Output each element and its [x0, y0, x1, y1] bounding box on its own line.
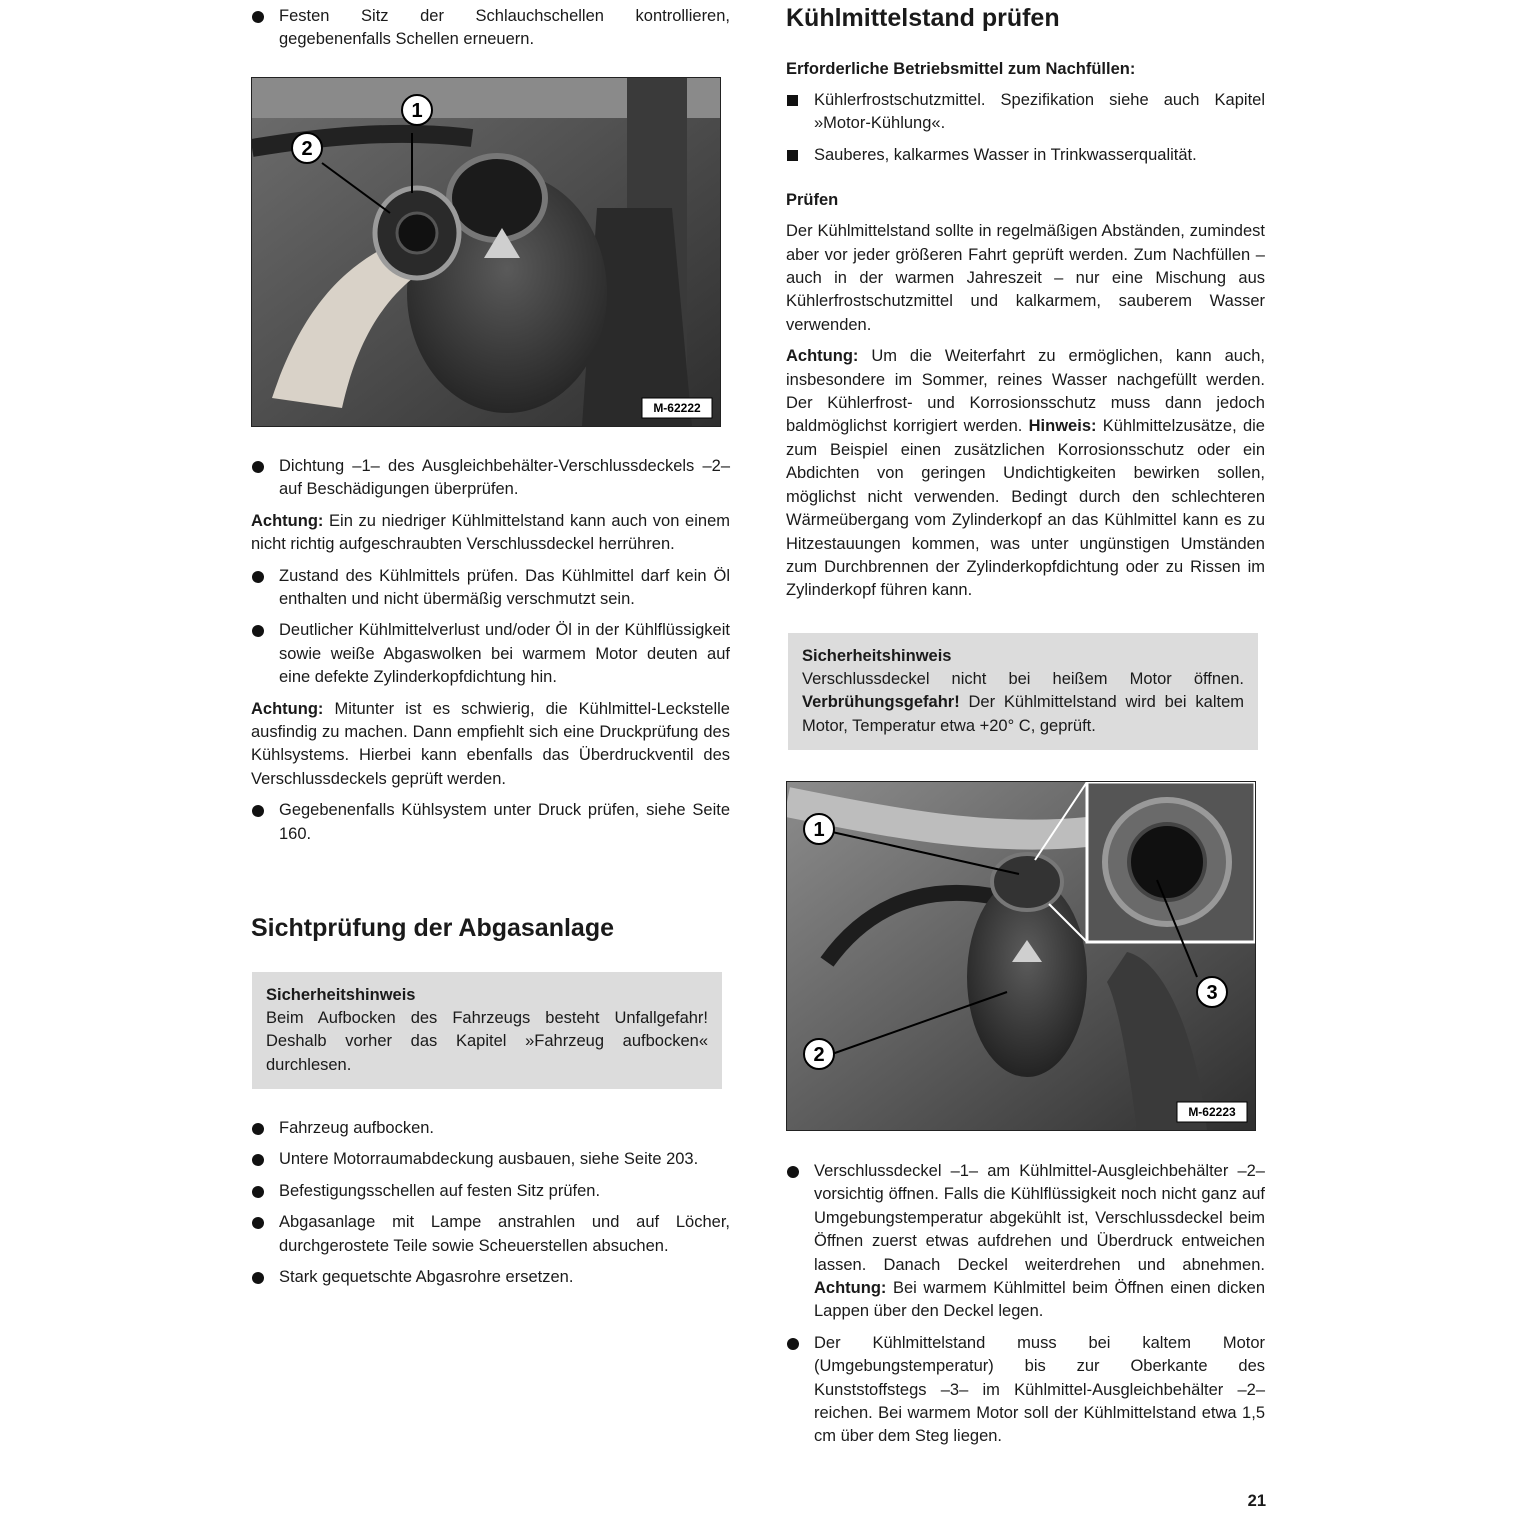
bullet-coolant-condition: Zustand des Kühlmittels prüfen. Das Kühlmittel darf kein Öl enthalten und nicht übermäßig verschmutzt sein. [251, 565, 730, 612]
left-body-upper [251, 455, 730, 846]
bullet-level-mark: Der Kühlmittelstand muss bei kaltem Motor (Umgebungstemperatur) bis zur Oberkante des Kunststoffstegs –3– im Kühlmittel-Ausgleichbehälter –2– reichen. Bei warmem Motor soll der Kühlmittelstand etwa 1,5 cm über dem Steg liegen. [786, 1332, 1265, 1449]
supply-item: Kühlerfrostschutzmittel. Spezifikation siehe auch Kapitel »Motor-Kühlung«. [786, 89, 1265, 136]
safety-note-title: Sicherheitshinweis [266, 986, 416, 1004]
safety-note-title: Sicherheitshinweis [802, 647, 952, 665]
subheading-check: Prüfen [786, 191, 839, 210]
step-item: Stark gequetschte Abgasrohre ersetzen. [251, 1266, 730, 1289]
warning-leak-search: Achtung: Mitunter ist es schwierig, die Kühlmittel-Leckstelle ausfindig zu machen. Dann empfiehlt sich eine Druckprüfung des Kühlsystems. Hierbei kann ebenfalls das Überdruckventil des Verschlussdeckels geprüft werden. [251, 699, 730, 788]
heading-coolant-level: Kühlmittelstand prüfen [786, 4, 1060, 32]
safety-note-text: Verschlussdeckel nicht bei heißem Motor öffnen. Verbrühungsgefahr! Der Kühlmittelstand wird bei kaltem Motor, Temperatur etwa +20° C, geprüft. [802, 670, 1244, 735]
callout-1: 1 [411, 100, 423, 122]
step-item: Untere Motorraumabdeckung ausbauen, siehe Seite 203. [251, 1148, 730, 1171]
figure-expansion-tank-cap [251, 77, 721, 427]
exhaust-steps [251, 1117, 730, 1289]
warning-pure-water: Achtung: Um die Weiterfahrt zu ermöglichen, kann auch, insbesondere im Sommer, reines Wasser nachgefüllt werden. Der Kühlerfrost- und Korrosionsschutz muss dann jedoch baldmöglichst korrigiert werden. Hinweis: Kühlmittelzusätze, die zum Beispiel einen zusätzlichen Korrosionsschutz oder ein Abdichten von geringen Undichtigkeiten bewirken sollen, möglichst nicht verwenden. Bedingt durch den schlechteren Wärmeübergang vom Zylinderkopf an das Kühlmittel kann es zu Hitzestauungen kommen, was unter ungünstigen Umständen zum Durchbrennen der Zylinderkopfdichtung oder zu Rissen im Zylinderkopf führen kann. [786, 347, 1265, 600]
heading-exhaust-check: Sichtprüfung der Abgasanlage [251, 914, 615, 942]
page-number: 21 [1247, 1492, 1266, 1510]
step-item: Abgasanlage mit Lampe anstrahlen und auf Löcher, durchgerostete Teile sowie Scheuerstellen absuchen. [251, 1211, 730, 1258]
bullet-pressure-test: Gegebenenfalls Kühlsystem unter Druck prüfen, siehe Seite 160. [251, 799, 730, 846]
bullet-check-seal: Dichtung –1– des Ausgleichbehälter-Verschlussdeckels –2– auf Beschädigungen überprüfen. [251, 455, 730, 502]
subheading-supplies: Erforderliche Betriebsmittel zum Nachfüllen: [786, 60, 1136, 78]
callout-1: 1 [813, 819, 825, 841]
bullet-open-cap: Verschlussdeckel –1– am Kühlmittel-Ausgleichbehälter –2– vorsichtig öffnen. Falls die Kühlflüssigkeit noch nicht ganz auf Umgebungstemperatur abgekühlt ist, Verschlussdeckel beim Öffnen zuerst etwas aufdrehen und Überdruck entweichen lassen. Danach Deckel weiterdrehen und abnehmen. Achtung: Bei warmem Kühlmittel beim Öffnen einen dicken Lappen über den Deckel legen. [786, 1160, 1265, 1324]
safety-note-jacking [252, 972, 722, 1089]
callout-3: 3 [1206, 982, 1218, 1004]
callout-2: 2 [813, 1044, 825, 1066]
figure-code: M-62222 [653, 401, 701, 415]
paragraph-check-interval: Der Kühlmittelstand sollte in regelmäßigen Abständen, zumindest aber vor jeder größeren Fahrt geprüft werden. Zum Nachfüllen – auch in der warmen Jahreszeit – nur eine Mischung aus Kühlerfrostschutzmittel und kalkarmem, sauberem Wasser verwenden. [786, 222, 1265, 334]
right-body-lower [786, 1160, 1265, 1449]
bullet-head-gasket: Deutlicher Kühlmittelverlust und/oder Öl in der Kühlflüssigkeit sowie weiße Abgaswolken bei warmem Motor deuten auf eine defekte Zylinderkopfdichtung hin. [251, 619, 730, 689]
figure-coolant-tank-engine [786, 781, 1256, 1131]
callout-2: 2 [301, 138, 313, 160]
safety-note-hot-engine [788, 633, 1258, 750]
safety-note-text: Beim Aufbocken des Fahrzeugs besteht Unfallgefahr! Deshalb vorher das Kapitel »Fahrzeug aufbocken« durchlesen. [266, 1009, 708, 1074]
step-item: Fahrzeug aufbocken. [251, 1117, 730, 1140]
figure-code: M-62223 [1188, 1105, 1236, 1119]
supply-item: Sauberes, kalkarmes Wasser in Trinkwasserqualität. [786, 144, 1265, 167]
step-item: Befestigungsschellen auf festen Sitz prüfen. [251, 1180, 730, 1203]
warning-cap-note: Achtung: Ein zu niedriger Kühlmittelstand kann auch von einem nicht richtig aufgeschraubten Verschlussdeckel herrühren. [251, 511, 730, 554]
right-body-upper [786, 58, 1265, 603]
bullet-check-clamps: Festen Sitz der Schlauchschellen kontrollieren, gegebenenfalls Schellen erneuern. [251, 5, 730, 52]
